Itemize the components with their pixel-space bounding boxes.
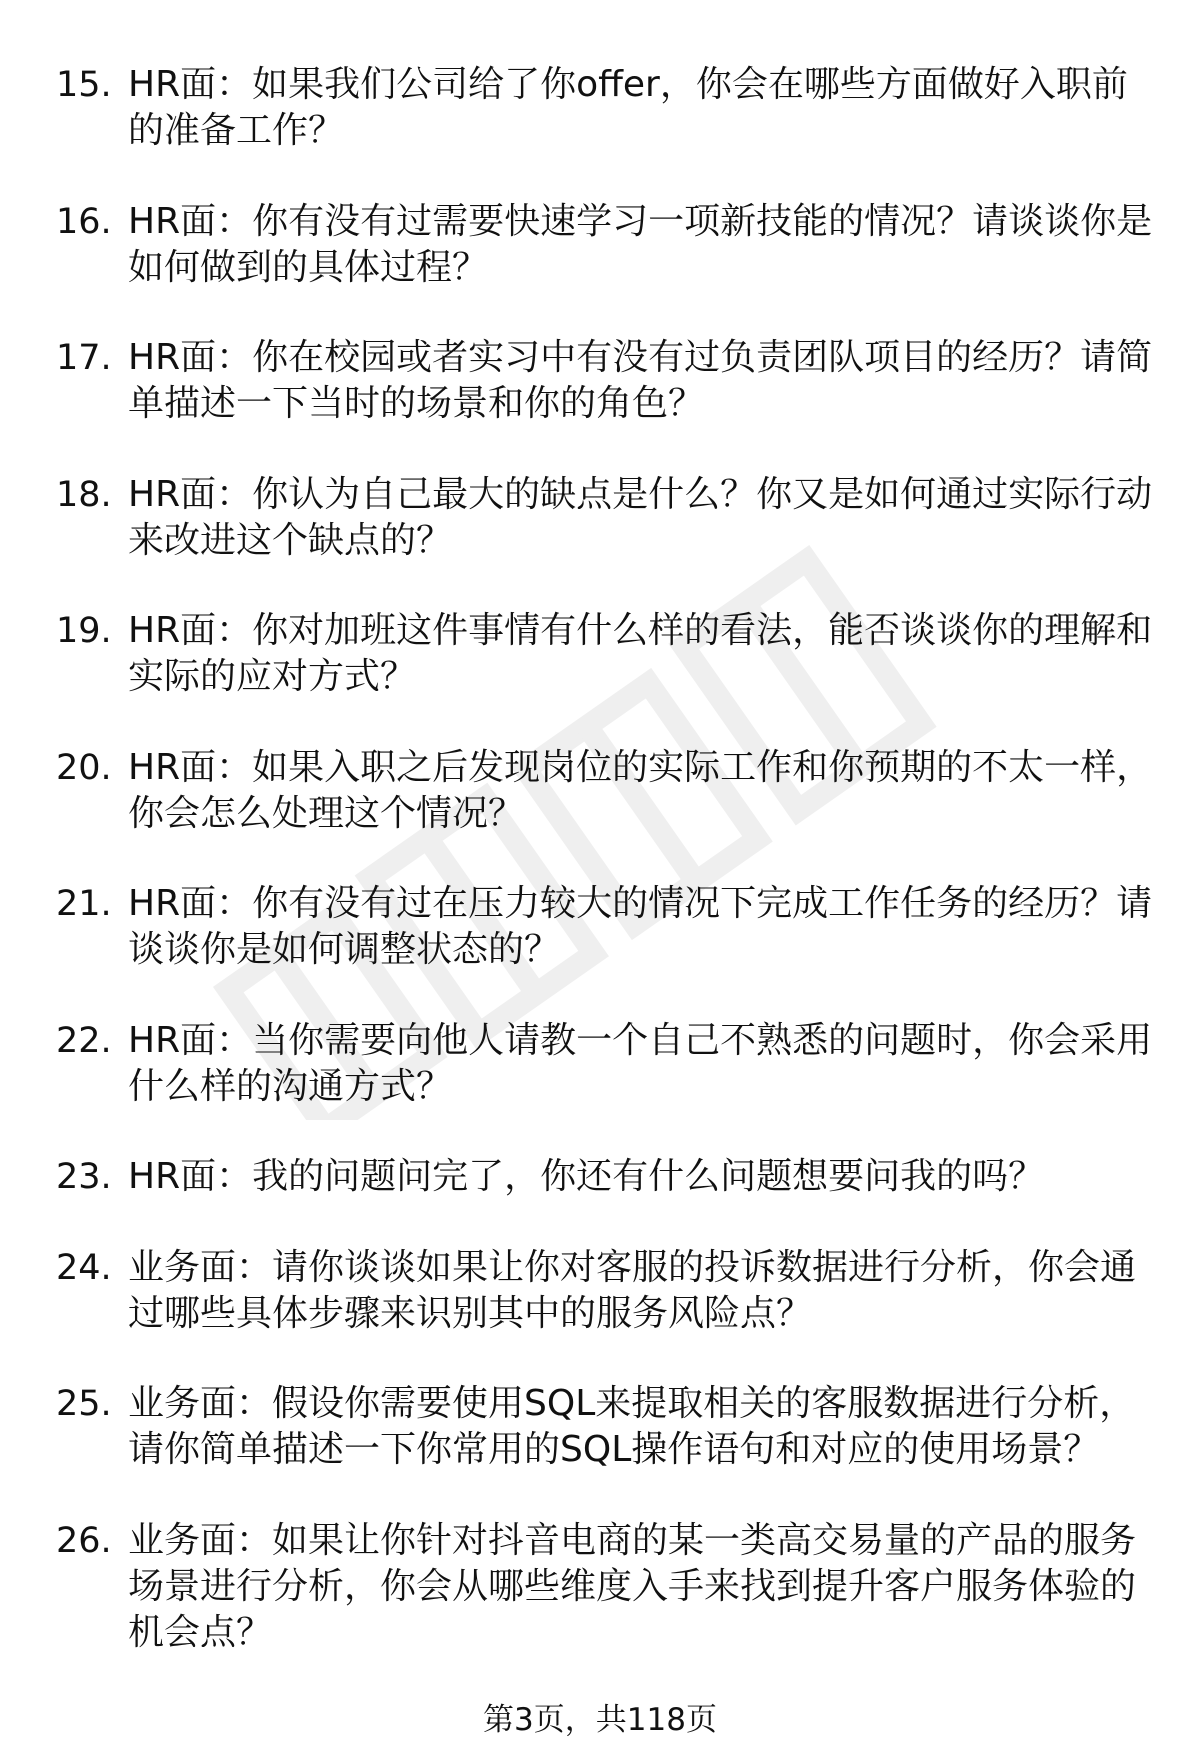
question-item [0,1245,1200,1337]
question-text: 业务面：请你谈谈如果让你对客服的投诉数据进行分析，你会通过哪些具体步骤来识别其中的服务风险点？ [128,1246,1137,1334]
question-item [0,335,1200,427]
question-item [0,608,1200,700]
question-item [0,745,1200,837]
question-text: HR面：当你需要向他人请教一个自己不熟悉的问题时，你会采用什么样的沟通方式？ [128,1019,1153,1107]
question-text: HR面：你对加班这件事情有什么样的看法，能否谈谈你的理解和实际的应对方式？ [128,610,1153,697]
question-text: HR面：我的问题问完了，你还有什么问题想要问我的吗？ [128,1156,1045,1197]
question-item [0,1518,1200,1656]
question-item [0,1154,1200,1200]
question-text: 业务面：如果让你针对抖音电商的某一类高交易量的产品的服务场景进行分析，你会从哪些维度入手来找到提升客户服务体验的机会点？ [128,1519,1137,1653]
question-text: HR面：如果我们公司给了你offer，你会在哪些方面做好入职前的准备工作？ [128,64,1128,151]
question-text: 业务面：假设你需要使用SQL来提取相关的客服数据进行分析，请你简单描述一下你常用的SQL操作语句和对应的使用场景？ [128,1383,1136,1470]
question-list [0,62,1200,1700]
question-text: HR面：你有没有过需要快速学习一项新技能的情况？请谈谈你是如何做到的具体过程？ [128,200,1153,288]
question-number: 19. [56,611,112,651]
question-item [0,881,1200,973]
question-item [0,1018,1200,1110]
question-item [0,62,1200,154]
question-number: 23. [56,1157,112,1197]
question-text: HR面：你认为自己最大的缺点是什么？你又是如何通过实际行动来改进这个缺点的？ [128,473,1153,561]
question-number: 25. [56,1384,112,1424]
question-text: HR面：你在校园或者实习中有没有过负责团队项目的经历？请简单描述一下当时的场景和你的角色？ [128,337,1153,424]
question-number: 21. [56,884,112,924]
question-number: 20. [56,747,112,788]
question-number: 22. [56,1020,112,1061]
question-number: 16. [56,201,112,242]
question-text: HR面：如果入职之后发现岗位的实际工作和你预期的不太一样，你会怎么处理这个情况？ [128,746,1153,834]
question-item [0,199,1200,291]
question-item [0,1381,1200,1473]
question-item [0,472,1200,564]
question-number: 18. [56,474,112,515]
question-number: 24. [56,1247,112,1288]
question-number: 17. [56,338,112,378]
question-number: 15. [56,65,112,105]
question-text: HR面：你有没有过在压力较大的情况下完成工作任务的经历？请谈谈你是如何调整状态的？ [128,883,1153,970]
page-footer: 第3页，共118页 [483,1702,717,1738]
question-number: 26. [56,1520,112,1561]
